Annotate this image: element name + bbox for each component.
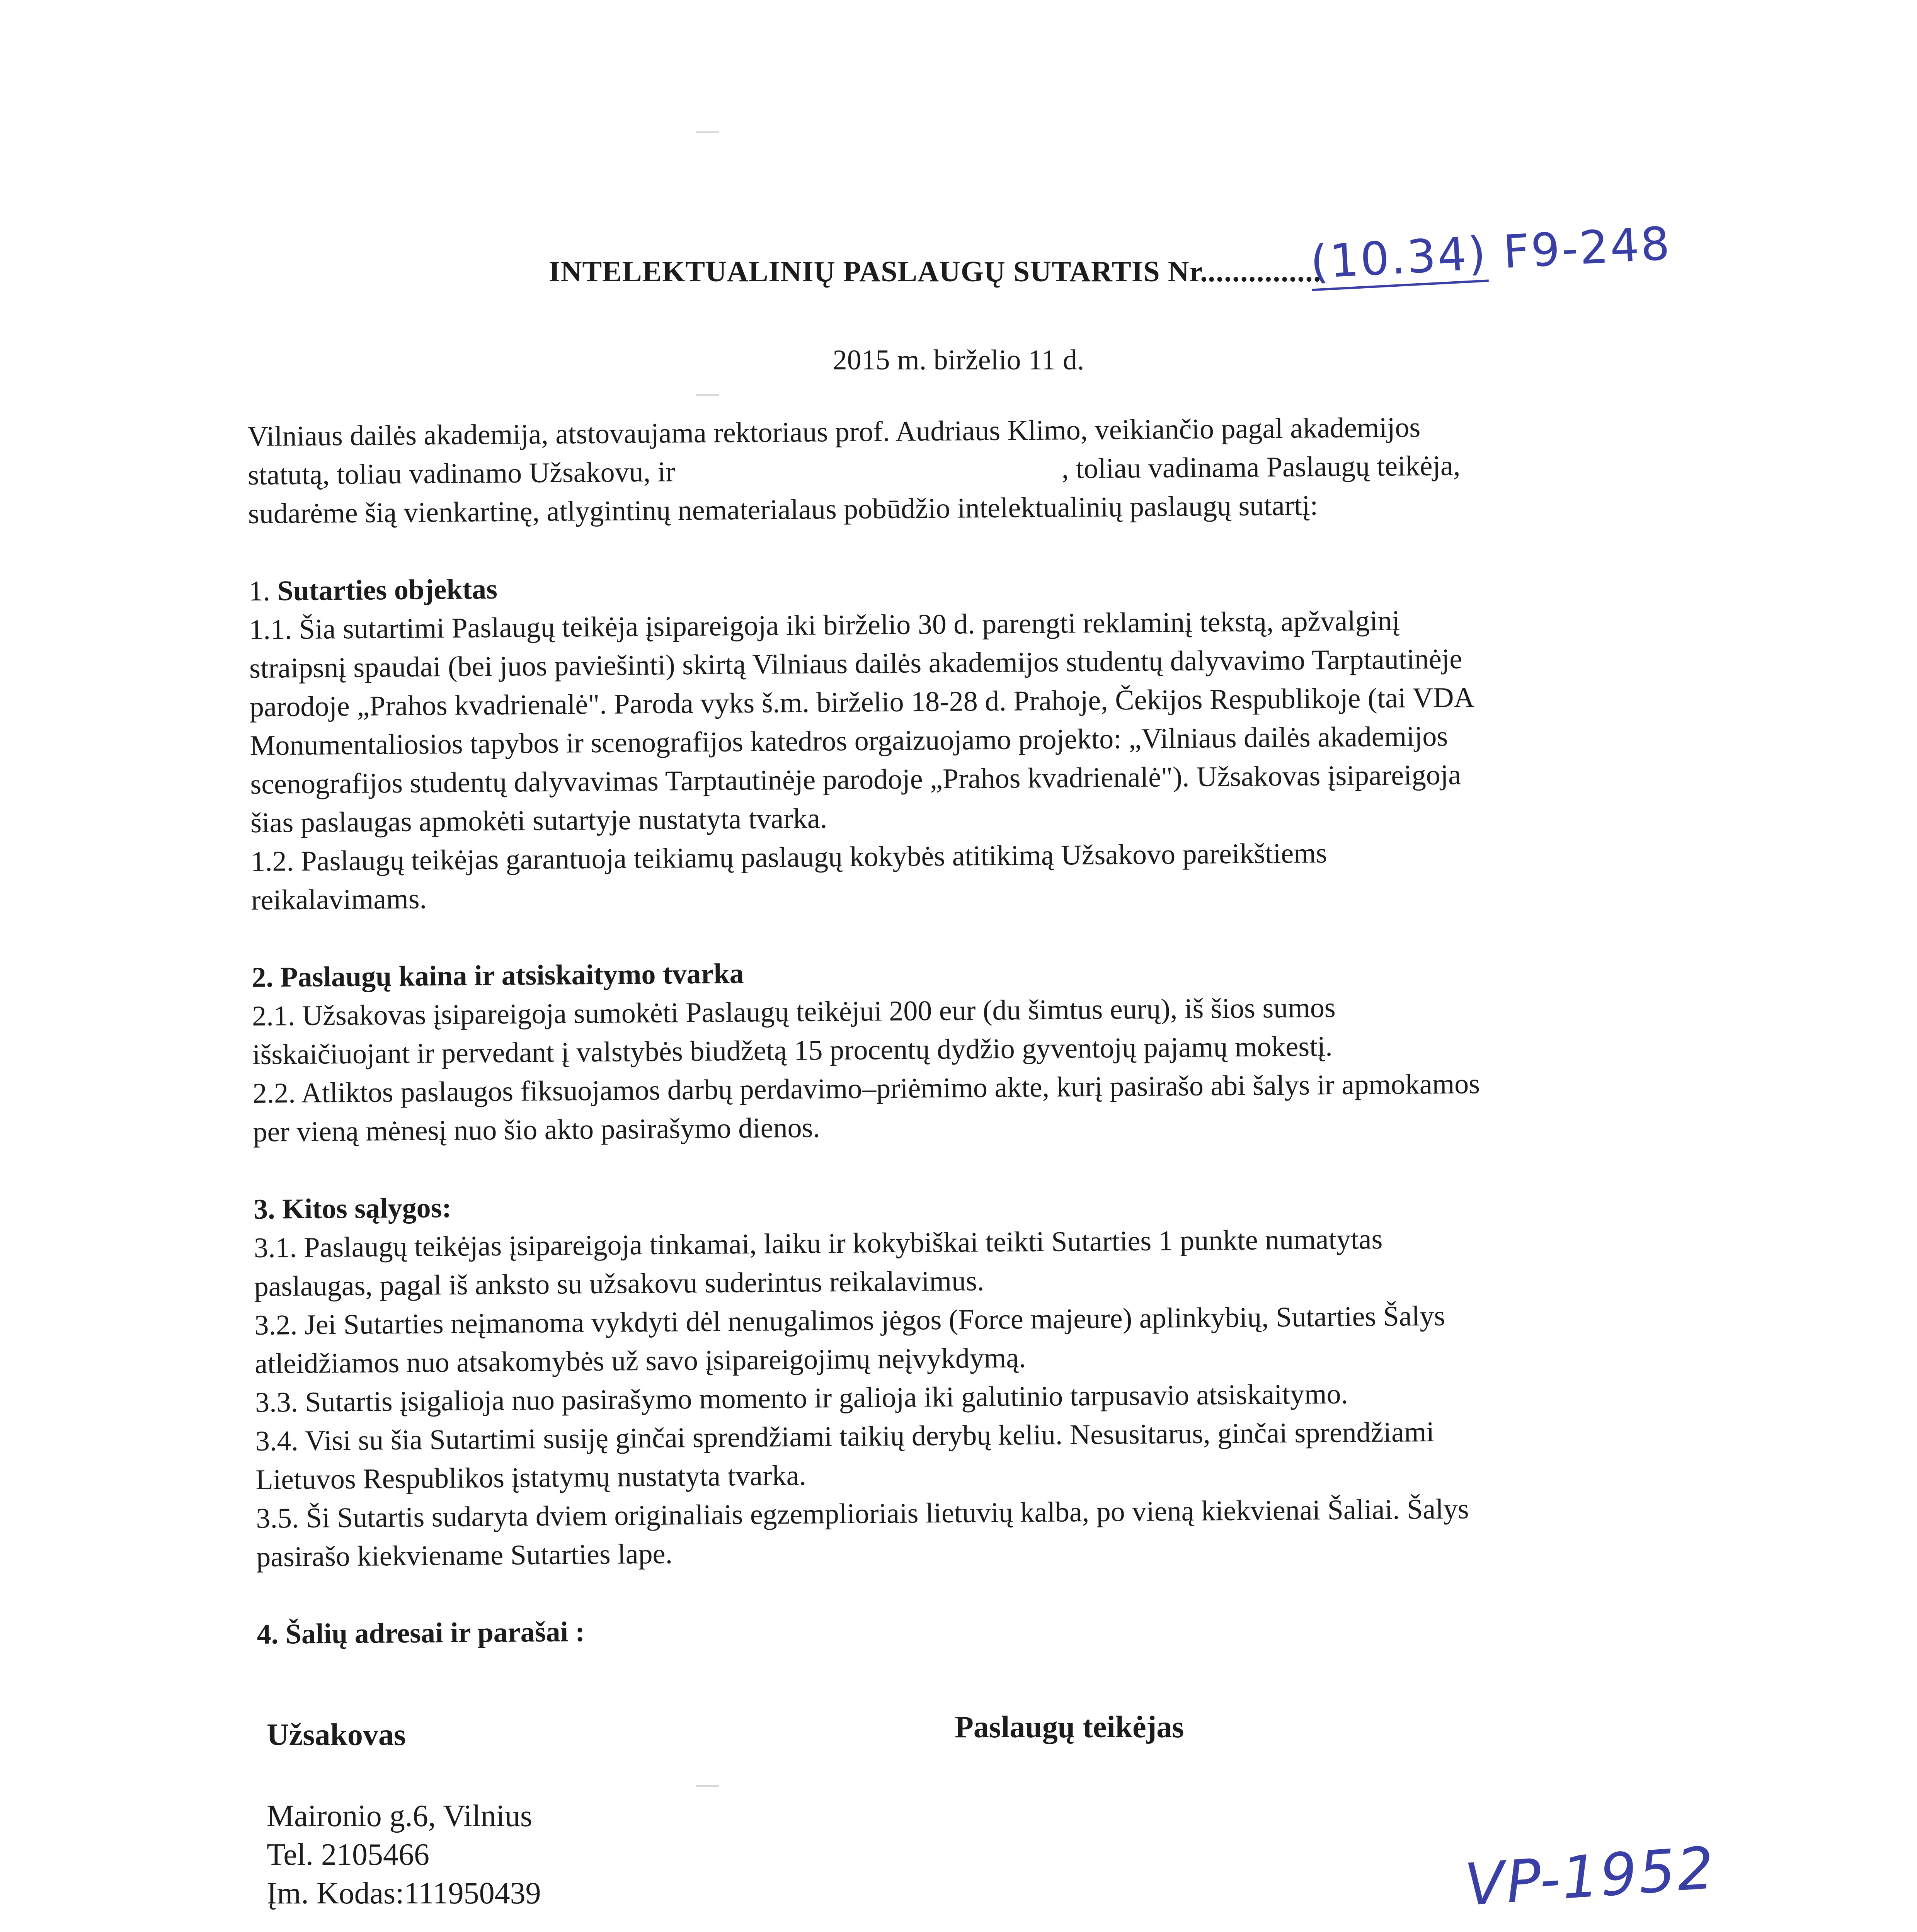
client-heading: Užsakovas [267,1718,406,1752]
scan-mark [696,131,719,133]
clause-line: 3.4. Visi su šia Sutartimi susiję ginčai sprendžiami taikių derybų keliu. Nesusitarus, ginčai sprendžiami [255,1416,1435,1457]
client-phone: Tel. 2105466 [267,1838,430,1872]
clause-line: scenografijos studentų dalyvavimas Tarptautinėje parodoje „Prahos kvadrienalė"). Užsakovas įsipareigoja [250,759,1461,800]
clause-line: reikalavimams. [251,883,427,916]
clause-line: 2.1. Užsakovas įsipareigoja sumokėti Paslaugų teikėjui 200 eur (du šimtus eurų), iš šios sumos [252,992,1336,1032]
handwritten-registration-number: VP-1952 [1462,1834,1718,1919]
clause-line: straipsnį spaudai (bei juos paviešinti) skirtą Vilniaus dailės akademijos studentų dalyvavimo Tarptautinėje [249,643,1462,684]
clause-line: šias paslaugas apmokėti sutartyje nustatyta tvarka. [250,803,827,839]
clause-line: Monumentaliosios tapybos ir scenografijos katedros orgaizuojamo projekto: „Vilniaus dailės akademijos [250,720,1448,762]
contract-title-text: INTELEKTUALINIŲ PASLAUGŲ SUTARTIS Nr. [549,255,1208,288]
redacted-name [675,478,1062,481]
client-block [267,1716,924,1932]
client-company-code: Įm. Kodas:111950439 [267,1876,541,1910]
contract-sections [249,560,1772,1654]
clause-line: 3.1. Paslaugų teikėjas įsipareigoja tinkamai, laiku ir kokybiškai teikti Sutarties 1 punkte numatytas [254,1223,1383,1264]
spacer [267,1913,924,1932]
clause-line: 3.5. Ši Sutartis sudaryta dviem originaliais egzemplioriais lietuvių kalba, po vieną kiekvienai Šaliai. Šalys [256,1493,1469,1534]
clause-line: Lietuvos Respublikos įstatymų nustatyta tvarka. [255,1459,807,1496]
section-heading-text: 4. Šalių adresai ir parašai : [257,1616,585,1650]
clause-line: 3.2. Jei Sutarties neįmanoma vykdyti dėl nenugalimos jėgos (Force majeure) aplinkybių, Sutarties Šalys [254,1300,1445,1341]
contract-date: 2015 m. birželio 11 d. [833,344,1084,376]
clause-line: paslaugas, pagal iš anksto su užsakovu suderintus reikalavimus. [254,1265,984,1303]
handwritten-suffix: F9-248 [1502,216,1673,279]
clause-line: 3.3. Sutartis įsigalioja nuo pasirašymo momento ir galioja iki galutinio tarpusavio atsiskaitymo. [255,1378,1348,1418]
contract-section [254,1178,1772,1577]
contract-section [252,946,1768,1151]
clause-line: išskaičiuojant ir pervedant į valstybės biudžetą 15 procentų dydžio gyventojų pajamų mokestį. [252,1030,1333,1071]
section-heading [257,1603,1772,1654]
contract-title [549,255,1321,289]
clause-line: atleidžiamos nuo atsakomybės už savo įsipareigojimų neįvykdymą. [254,1342,1027,1380]
provider-heading: Paslaugų teikėjas [955,1710,1184,1744]
contract-number-blank: .............. [1208,255,1322,288]
scan-mark [696,394,719,396]
section-number: 1. [249,575,278,607]
clause-line: 2.2. Atliktos paslaugos fiksuojamos darbų perdavimo–priėmimo akte, kurį pasirašo abi šalys ir apmokamos [252,1068,1480,1109]
intro-line: sudarėme šią vienkartinę, atlygintinų nematerialaus pobūdžio intelektualinių paslaugų sutartį: [248,490,1318,530]
client-address: Maironio g.6, Vilnius [267,1799,533,1833]
contract-section [257,1603,1772,1654]
clause-line: 1.2. Paslaugų teikėjas garantuoja teikiamų paslaugų kokybės atitikimą Užsakovo pareikštiems [250,837,1327,878]
clause-line: 1.1. Šia sutartimi Paslaugų teikėja įsipareigoja iki birželio 30 d. parengti reklaminį tekstą, apžvalginį [249,605,1400,646]
section-heading-text: Sutarties objektas [277,573,498,607]
clause-line: per vieną mėnesį nuo šio akto pasirašymo dienos. [253,1112,821,1148]
provider-block [955,1708,1728,1747]
intro-line-start: statutą, toliau vadinamo Užsakovu, ir [247,456,676,491]
clause-line: parodoje „Prahos kvadrienalė". Paroda vyks š.m. birželio 18-28 d. Prahoje, Čekijos Respublikoje (tai VDA [249,682,1475,723]
handwritten-number: (10.34) [1309,226,1489,291]
handwritten-contract-number [1309,217,1672,289]
contract-section [249,560,1766,920]
intro-line: Vilniaus dailės akademija, atstovaujama rektoriaus prof. Audriaus Klimo, veikiančio pagal akademijos [247,412,1421,452]
section-heading-text: 2. Paslaugų kaina ir atsiskaitymo tvarka [252,957,744,993]
clause-line: pasirašo kiekviename Sutarties lape. [256,1538,673,1573]
contract-body [247,405,1772,1654]
section-heading-text: 3. Kitos sąlygos: [253,1192,452,1225]
intro-line-end: , toliau vadinama Paslaugų teikėja, [1061,450,1461,485]
